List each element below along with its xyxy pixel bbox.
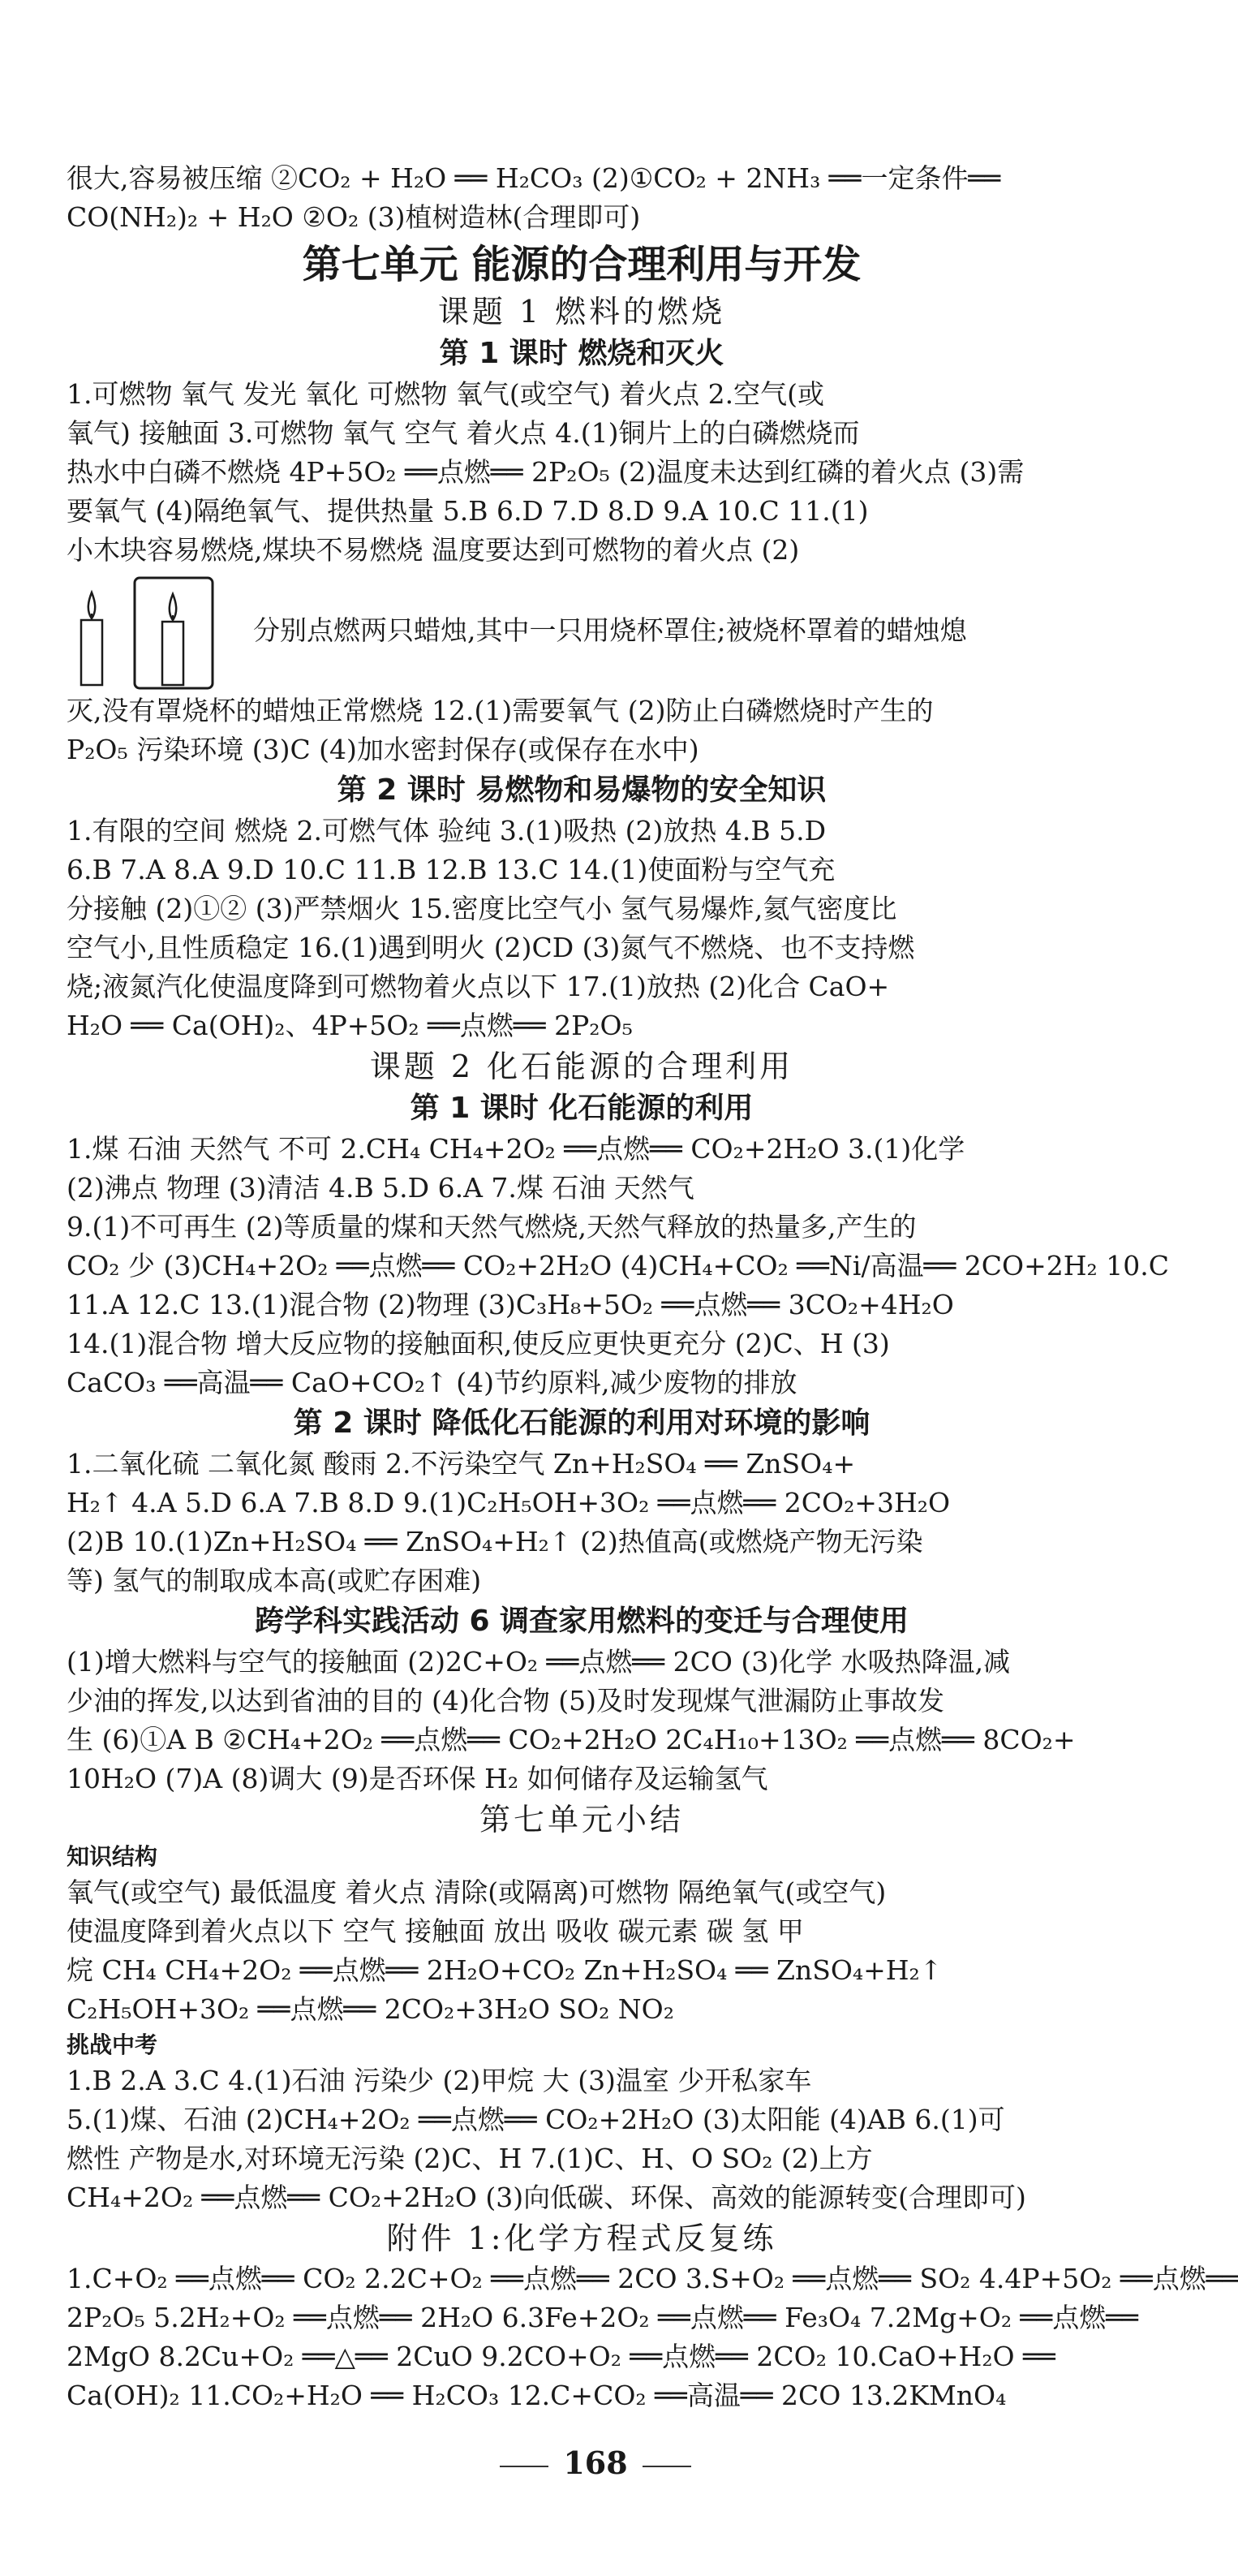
- lesson-title: 第 2 课时 易燃物和易爆物的安全知识: [337, 773, 827, 807]
- activity-title: 跨学科实践活动 6 调查家用燃料的变迁与合理使用: [254, 1605, 909, 1638]
- text-line: 14.(1)混合物 增大反应物的接触面积,使反应更快更充分 (2)C、H (3): [67, 1328, 890, 1359]
- page-number-text: 168: [563, 2445, 628, 2481]
- text-line: 1.煤 石油 天然气 不可 2.CH₄ CH₄+2O₂ ══点燃══ CO₂+2H₂O 3.(1)化学: [67, 1133, 965, 1165]
- candle-experiment-figure: [67, 570, 253, 691]
- text-line: 热水中白磷不燃烧 4P+5O₂ ══点燃══ 2P₂O₅ (2)温度未达到红磷的着火点 (3)需: [67, 456, 1025, 488]
- lesson-title: 第 2 课时 降低化石能源的利用对环境的影响: [293, 1406, 870, 1440]
- lesson-title: 第 1 课时 化石能源的利用: [410, 1092, 754, 1125]
- lesson-title: 第 1 课时 燃烧和灭火: [439, 337, 724, 370]
- text-line: 10H₂O (7)A (8)调大 (9)是否环保 H₂ 如何储存及运输氢气: [67, 1763, 768, 1794]
- text-line: 小木块容易燃烧,煤块不易燃烧 温度要达到可燃物的着火点 (2): [67, 534, 800, 566]
- knowledge-structure-label: 知识结构: [67, 1843, 158, 1870]
- text-line: (2)B 10.(1)Zn+H₂SO₄ ══ ZnSO₄+H₂↑ (2)热值高(或燃烧产物无污染: [67, 1526, 923, 1557]
- text-line: C₂H₅OH+3O₂ ══点燃══ 2CO₂+3H₂O SO₂ NO₂: [67, 1993, 674, 2025]
- text-line: CaCO₃ ══高温══ CaO+CO₂↑ (4)节约原料,减少废物的排放: [67, 1367, 797, 1398]
- text-line: 11.A 12.C 13.(1)混合物 (2)物理 (3)C₃H₈+5O₂ ══点燃══ 3CO₂+4H₂O: [67, 1289, 954, 1320]
- text-line: CO(NH₂)₂ + H₂O ②O₂ (3)植树造林(合理即可): [67, 201, 641, 233]
- text-line: 灭,没有罩烧杯的蜡烛正常燃烧 12.(1)需要氧气 (2)防止白磷燃烧时产生的: [67, 695, 934, 726]
- text-line: H₂↑ 4.A 5.D 6.A 7.B 8.D 9.(1)C₂H₅OH+3O₂ ══点燃══ 2CO₂+3H₂O: [67, 1487, 951, 1518]
- text-line: 烷 CH₄ CH₄+2O₂ ══点燃══ 2H₂O+CO₂ Zn+H₂SO₄ ══ ZnSO₄+H₂↑: [67, 1954, 943, 1986]
- candle-figure-row: [67, 570, 1097, 691]
- text-line: 1.二氧化硫 二氧化氮 酸雨 2.不污染空气 Zn+H₂SO₄ ══ ZnSO₄+: [67, 1448, 856, 1480]
- page-number: [0, 2445, 1191, 2481]
- text-line: 空气小,且性质稳定 16.(1)遇到明火 (2)CD (3)氮气不燃烧、也不支持燃: [67, 932, 915, 963]
- text-line: 5.(1)煤、石油 (2)CH₄+2O₂ ══点燃══ CO₂+2H₂O (3)太阳能 (4)AB 6.(1)可: [67, 2104, 1005, 2135]
- text-line: Ca(OH)₂ 11.CO₂+H₂O ══ H₂CO₃ 12.C+CO₂ ══高温══ 2CO 13.2KMnO₄: [67, 2380, 1007, 2411]
- text-line: 6.B 7.A 8.A 9.D 10.C 11.B 12.B 13.C 14.(1)使面粉与空气充: [67, 854, 836, 885]
- text-line: 生 (6)①A B ②CH₄+2O₂ ══点燃══ CO₂+2H₂O 2C₄H₁₀+13O₂ ══点燃══ 8CO₂+: [67, 1724, 1076, 1755]
- text-line: 要氧气 (4)隔绝氧气、提供热量 5.B 6.D 7.D 8.D 9.A 10.C 11.(1): [67, 495, 869, 527]
- candle-caption: 分别点燃两只蜡烛,其中一只用烧杯罩住;被烧杯罩着的蜡烛熄: [253, 614, 967, 646]
- page-content: [67, 159, 1238, 2415]
- text-line: (1)增大燃料与空气的接触面 (2)2C+O₂ ══点燃══ 2CO (3)化学 水吸热降温,减: [67, 1646, 1011, 1678]
- text-line: P₂O₅ 污染环境 (3)C (4)加水密封保存(或保存在水中): [67, 734, 699, 765]
- text-line: 2P₂O₅ 5.2H₂+O₂ ══点燃══ 2H₂O 6.3Fe+2O₂ ══点燃══ Fe₃O₄ 7.2Mg+O₂ ══点燃══: [67, 2302, 1139, 2333]
- text-line: 少油的挥发,以达到省油的目的 (4)化合物 (5)及时发现煤气泄漏防止事故发: [67, 1685, 944, 1717]
- challenge-label: 挑战中考: [67, 2031, 158, 2058]
- topic-title: 课题 1 燃料的燃烧: [437, 294, 726, 330]
- text-line: 很大,容易被压缩 ②CO₂ + H₂O ══ H₂CO₃ (2)①CO₂ + 2NH₃ ══一定条件══: [67, 162, 1001, 194]
- text-line: 氧气) 接触面 3.可燃物 氧气 空气 着火点 4.(1)铜片上的白磷燃烧而: [67, 417, 860, 449]
- text-line: (2)沸点 物理 (3)清洁 4.B 5.D 6.A 7.煤 石油 天然气: [67, 1172, 694, 1204]
- text-line: 2MgO 8.2Cu+O₂ ══△══ 2CuO 9.2CO+O₂ ══点燃══ 2CO₂ 10.CaO+H₂O ══: [67, 2341, 1055, 2372]
- text-line: 1.有限的空间 燃烧 2.可燃气体 验纯 3.(1)吸热 (2)放热 4.B 5.D: [67, 815, 827, 846]
- text-line: 9.(1)不可再生 (2)等质量的煤和天然气燃烧,天然气释放的热量多,产生的: [67, 1211, 917, 1243]
- text-line: 燃性 产物是水,对环境无污染 (2)C、H 7.(1)C、H、O SO₂ (2)上方: [67, 2143, 873, 2174]
- appendix-title: 附件 1:化学方程式反复练: [386, 2221, 777, 2256]
- text-line: 使温度降到着火点以下 空气 接触面 放出 吸收 碳元素 碳 氢 甲: [67, 1915, 804, 1947]
- text-line: CO₂ 少 (3)CH₄+2O₂ ══点燃══ CO₂+2H₂O (4)CH₄+CO₂ ══Ni/高温══ 2CO+2H₂ 10.C: [67, 1250, 1169, 1282]
- topic-title: 课题 2 化石能源的合理利用: [369, 1049, 794, 1084]
- text-line: 氧气(或空气) 最低温度 着火点 清除(或隔离)可燃物 隔绝氧气(或空气): [67, 1876, 887, 1908]
- page-number-dash-right: [643, 2466, 691, 2467]
- text-line: CH₄+2O₂ ══点燃══ CO₂+2H₂O (3)向低碳、环保、高效的能源转变(合理即可): [67, 2182, 1026, 2213]
- text-line: 1.可燃物 氧气 发光 氧化 可燃物 氧气(或空气) 着火点 2.空气(或: [67, 378, 825, 410]
- page-number-dash-left: [500, 2466, 548, 2467]
- text-line: H₂O ══ Ca(OH)₂、4P+5O₂ ══点燃══ 2P₂O₅: [67, 1010, 633, 1041]
- text-line: 烧;液氮汽化使温度降到可燃物着火点以下 17.(1)放热 (2)化合 CaO+: [67, 971, 890, 1002]
- summary-title: 第七单元小结: [479, 1802, 684, 1837]
- unit-title: 第七单元 能源的合理利用与开发: [302, 242, 862, 287]
- text-line: 分接触 (2)①② (3)严禁烟火 15.密度比空气小 氢气易爆炸,氦气密度比: [67, 893, 897, 924]
- text-line: 等) 氢气的制取成本高(或贮存困难): [67, 1565, 482, 1596]
- text-line: 1.B 2.A 3.C 4.(1)石油 污染少 (2)甲烷 大 (3)温室 少开私家车: [67, 2065, 812, 2096]
- text-line: 1.C+O₂ ══点燃══ CO₂ 2.2C+O₂ ══点燃══ 2CO 3.S+O₂ ══点燃══ SO₂ 4.4P+5O₂ ══点燃══: [67, 2263, 1238, 2294]
